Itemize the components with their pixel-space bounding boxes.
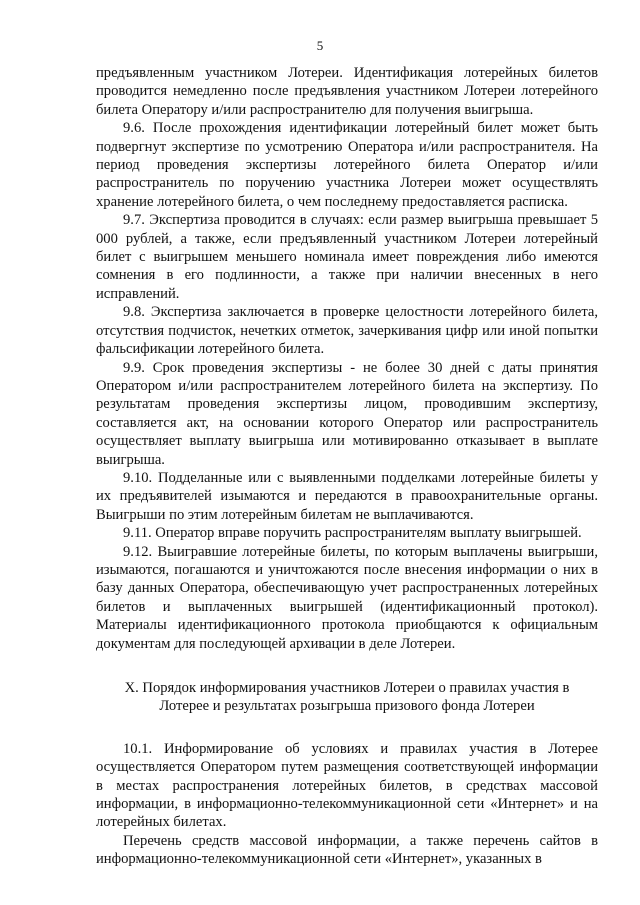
section-9-paragraphs (96, 64, 598, 653)
page-number: 5 (316, 38, 324, 53)
paragraph-9-8: 9.8. Экспертиза заключается в проверке целостности лотерейного билета, отсутствия подчисток, нечетких отметок, зачеркивания цифр или иной попытки фальсификации лотерейного билета. (96, 304, 598, 358)
paragraph-9-9: 9.9. Срок проведения экспертизы - не более 30 дней с даты принятия Оператором и/или распространителем лотерейного билета на экспертизу. По результатам проведения экспертизы лицом, проводившим экспертизу, составляется акт, на основании которого Оператор или распространитель осуществляет выплату выигрыша или мотивированно отказывает в выплате выигрыша. (96, 359, 598, 468)
paragraph-10-1: 10.1. Информирование об условиях и правилах участия в Лотерее осуществляется Оператором путем размещения соответствующей информации в местах распространения лотерейных билетов, в средствах массовой информации, в информационно-телекоммуникационной сети «Интернет» и на лотерейных билетах. (96, 740, 598, 831)
section-10-paragraphs (96, 740, 598, 869)
paragraph-9-11: 9.11. Оператор вправе поручить распространителям выплату выигрышей. (123, 525, 582, 542)
section-heading-line-1: X. Порядок информирования участников Лотереи о правилах участия в (124, 680, 570, 696)
paragraph-9-12: 9.12. Выигравшие лотерейные билеты, по которым выплачены выигрыши, изымаются, погашаются и уничтожаются после внесения информации о них в базу данных Оператора, обеспечивающую учет распространенных лотерейных билетов и выплаченных выигрышей (идентификационный протокол). Материалы идентификационного протокола приобщаются к официальным документам для последующей архивации в деле Лотереи. (96, 543, 598, 652)
paragraph-9-6: 9.6. После прохождения идентификации лотерейный билет может быть подвергнут экспертизе по усмотрению Оператора и/или распространителя. На период проведения экспертизы лотерейного билета Оператор и/или распространитель по поручению участника Лотереи может осуществлять хранение лотерейного билета, о чем последнему предоставляется расписка. (96, 120, 598, 210)
section-heading (96, 679, 598, 716)
paragraph-9-7: 9.7. Экспертиза проводится в случаях: если размер выигрыша превышает 5 000 рублей, а также, если предъявленный участником Лотереи лотерейный билет с выигрышем меньшего номинала имеет повреждения либо имеются сомнения в его подлинности, а также при наличии внесенных в него исправлений. (96, 212, 598, 302)
document-body (96, 64, 598, 869)
paragraph-9-10: 9.10. Подделанные или с выявленными подделками лотерейные билеты у их предъявителей изымаются и передаются в правоохранительные органы. Выигрыши по этим лотерейным билетам не выплачиваются. (96, 469, 598, 523)
paragraph-continuation: предъявленным участником Лотереи. Идентификация лотерейных билетов проводится немедленно после предъявления участником Лотереи лотерейного билета Оператору и/или распространителю для получения выигрыша. (96, 65, 598, 118)
section-heading-line-2: Лотерее и результатах розыгрыша призового фонда Лотереи (159, 698, 535, 715)
paragraph-10-1-list: Перечень средств массовой информации, а также перечень сайтов в информационно-телекоммуникационной сети «Интернет», указанных в (96, 832, 598, 868)
